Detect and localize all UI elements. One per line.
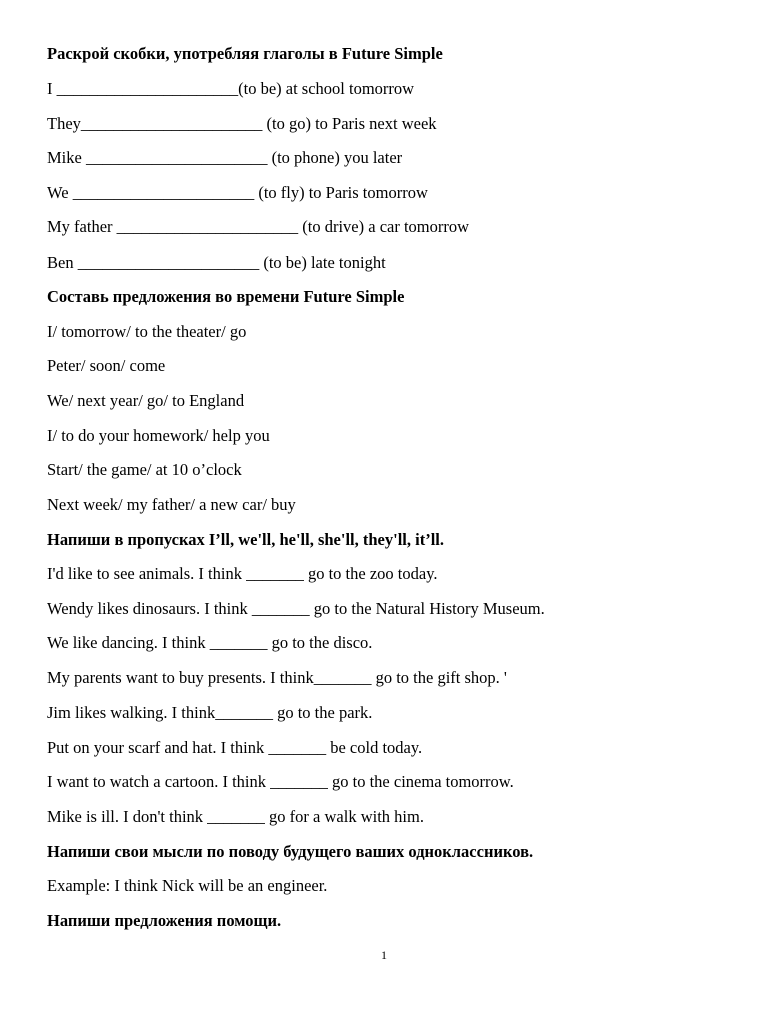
section-heading-make-sentences: Составь предложения во времени Future Simple [47,287,405,306]
exercise-line: Wendy likes dinosaurs. I think _______ go to the Natural History Museum. [47,599,545,618]
exercise-line: My parents want to buy presents. I think_______ go to the gift shop. ' [47,668,507,687]
exercise-line: My father ______________________ (to drive) a car tomorrow [47,217,470,236]
page-number: 1 [381,948,387,962]
exercise-line: I want to watch a cartoon. I think _______ go to the cinema tomorrow. [47,772,514,791]
exercise-line: We/ next year/ go/ to England [47,391,245,410]
exercise-line: Jim likes walking. I think_______ go to the park. [47,703,373,722]
exercise-line: They______________________ (to go) to Paris next week [47,114,437,133]
example-line: Example: I think Nick will be an engineer. [47,876,328,895]
section-heading-offers-of-help: Напиши предложения помощи. [47,911,282,930]
exercise-line: Next week/ my father/ a new car/ buy [47,495,296,514]
exercise-line: Put on your scarf and hat. I think _______ be cold today. [47,738,423,757]
section-heading-future-simple-brackets: Раскрой скобки, употребляя глаголы в Future Simple [47,44,443,63]
exercise-line: I ______________________(to be) at school tomorrow [47,79,415,98]
exercise-line: Mike ______________________ (to phone) you later [47,148,403,167]
exercise-line: We like dancing. I think _______ go to the disco. [47,633,373,652]
exercise-line: We ______________________ (to fly) to Paris tomorrow [47,183,428,202]
exercise-line: Mike is ill. I don't think _______ go for a walk with him. [47,807,424,826]
section-heading-fill-gaps: Напиши в пропусках I’ll, we'll, he'll, she'll, they'll, it’ll. [47,530,444,549]
exercise-line: I/ to do your homework/ help you [47,426,270,445]
exercise-line: Ben ______________________ (to be) late tonight [47,253,386,272]
exercise-line: I'd like to see animals. I think _______ go to the zoo today. [47,564,438,583]
section-heading-classmates-future: Напиши свои мысли по поводу будущего ваших одноклассников. [47,842,534,861]
exercise-line: Peter/ soon/ come [47,356,166,375]
exercise-line: Start/ the game/ at 10 o’clock [47,460,242,479]
exercise-line: I/ tomorrow/ to the theater/ go [47,322,247,341]
